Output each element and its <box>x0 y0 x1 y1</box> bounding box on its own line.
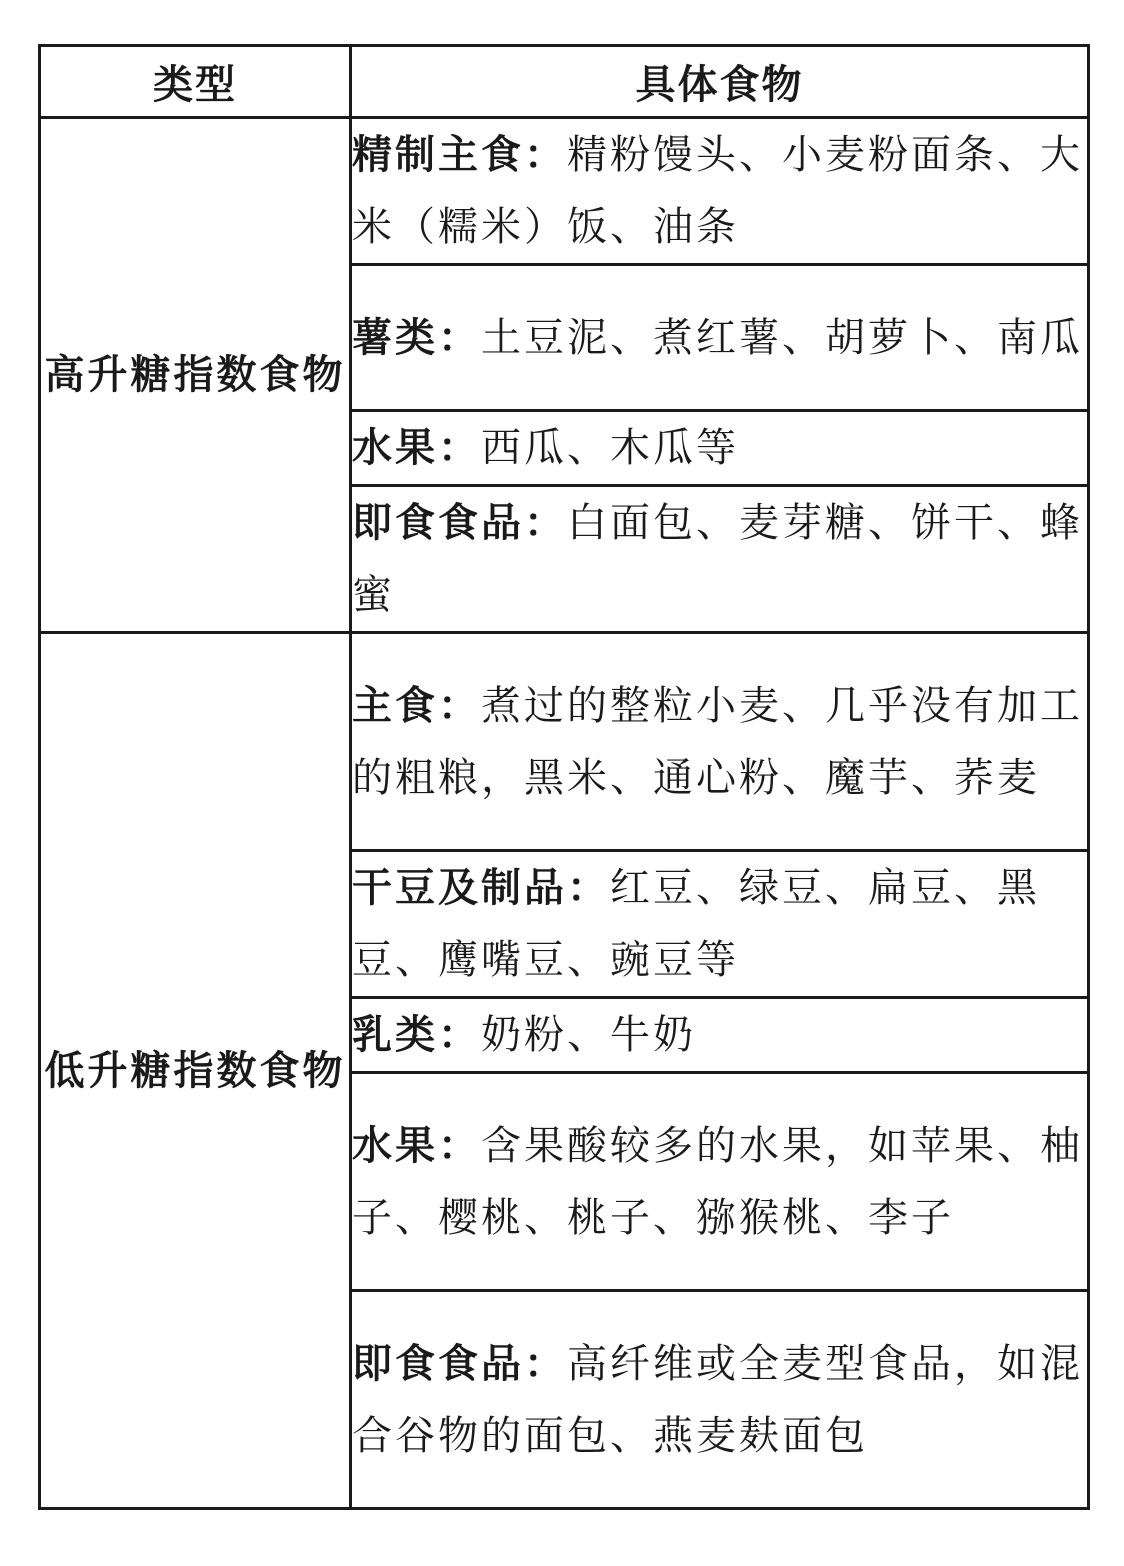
food-items: 红豆、绿豆、扁豆、黑豆、鹰嘴豆、豌豆等 <box>352 865 1040 983</box>
type-cell-low-gi: 低升糖指数食物 <box>40 633 351 1509</box>
food-category: 薯类： <box>352 314 481 361</box>
food-items: 奶粉、牛奶 <box>481 1012 696 1058</box>
food-category: 即食食品： <box>352 500 567 546</box>
table-row <box>40 633 1089 851</box>
food-category: 主食： <box>352 682 481 729</box>
food-category: 乳类： <box>352 1012 481 1058</box>
food-category: 水果： <box>352 425 481 471</box>
food-items: 含果酸较多的水果，如苹果、柚子、樱桃、桃子、猕猴桃、李子 <box>352 1122 1083 1241</box>
food-items: 土豆泥、煮红薯、胡萝卜、南瓜 <box>481 314 1083 361</box>
food-cell <box>351 851 1089 998</box>
food-items: 煮过的整粒小麦、几乎没有加工的粗粮，黑米、通心粉、魔芋、荞麦 <box>352 682 1083 801</box>
type-cell-high-gi: 高升糖指数食物 <box>40 118 351 633</box>
food-category: 干豆及制品： <box>352 865 610 911</box>
food-cell <box>351 265 1089 411</box>
food-cell <box>351 486 1089 633</box>
food-cell <box>351 1073 1089 1291</box>
table-row <box>40 118 1089 265</box>
food-cell <box>351 1291 1089 1509</box>
food-items: 高纤维或全麦型食品，如混合谷物的面包、燕麦麸面包 <box>352 1340 1083 1459</box>
header-row <box>40 46 1089 118</box>
header-foods: 具体食物 <box>351 46 1089 118</box>
food-cell <box>351 633 1089 851</box>
food-items: 精粉馒头、小麦粉面条、大米（糯米）饭、油条 <box>352 132 1083 250</box>
food-items: 白面包、麦芽糖、饼干、蜂蜜 <box>352 500 1083 618</box>
food-cell <box>351 998 1089 1073</box>
food-cell <box>351 411 1089 486</box>
food-cell <box>351 118 1089 265</box>
food-items: 西瓜、木瓜等 <box>481 425 739 471</box>
header-type: 类型 <box>40 46 351 118</box>
food-category: 精制主食： <box>352 132 567 178</box>
food-category: 水果： <box>352 1122 481 1169</box>
food-category: 即食食品： <box>352 1340 567 1387</box>
gi-food-table <box>38 44 1090 1510</box>
